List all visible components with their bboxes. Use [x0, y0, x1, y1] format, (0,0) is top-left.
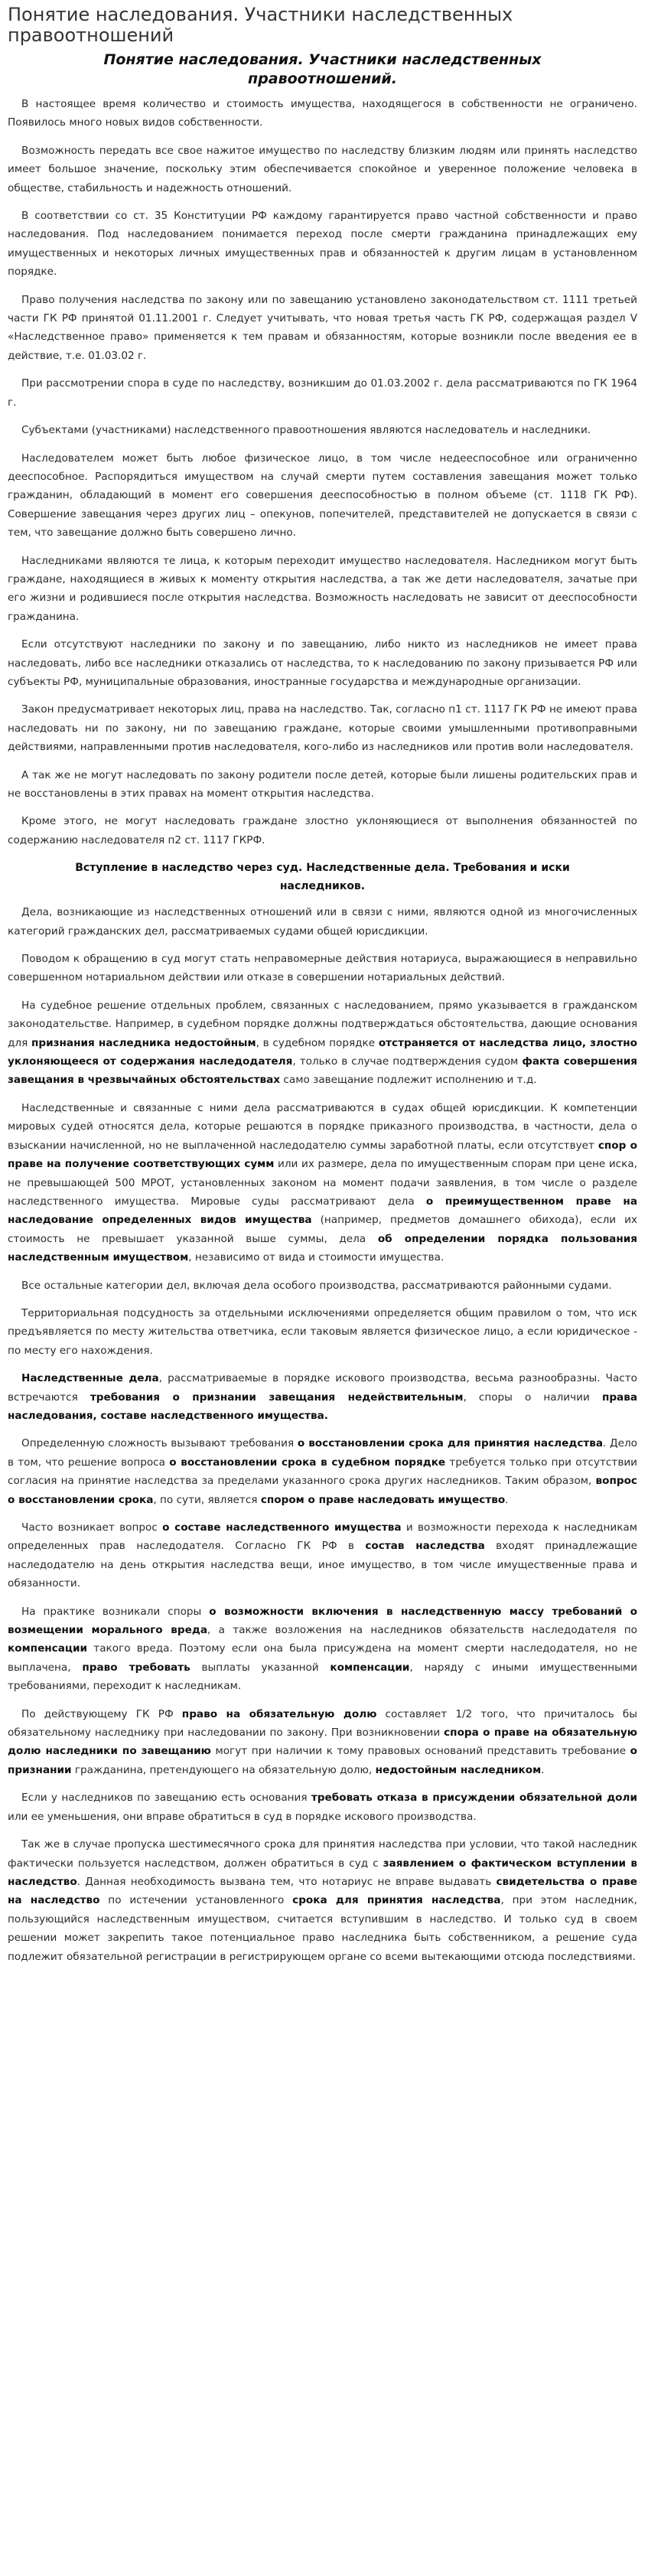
text-run: , независимо от вида и стоимости имущества. [188, 1251, 444, 1264]
bold-text: свидетельства о праве на наследство [8, 1875, 637, 1907]
page-title: Понятие наследования. Участники наследственных правоотношений [8, 4, 513, 46]
text-run: Наследниками являются те лица, к которым переходит имущество наследователя. Наследником могут быть граждане, находящиеся в живых к моменту открытия наследства, а так же дети наследователя, зачатые при его жизни и родившиеся после открытия наследства. Возможность наследовать не зависит от дееспособности гражданина. [8, 554, 637, 623]
text-run: При рассмотрении спора в суде по наследству, возникшим до 01.03.2002 г. дела рассматриваются по ГК 1964 г. [8, 377, 637, 409]
text-run: , рассматриваемые в порядке искового производства, весьма разнообразны. Часто встречаются [8, 1372, 637, 1404]
paragraph [8, 207, 637, 282]
text-run: Наследователем может быть любое физическое лицо, в том числе недееспособное или ограниченно дееспособное. Распорядиться имуществом на случай смерти путем составления завещания может только гражданин, обладающий в момент его совершения дееспособностью в полном объеме (ст. 1118 ГК РФ). Совершение завещания через других лиц – опекунов, попечителей, представителей не допускается в связи с тем, что завещание должно быть совершено лично. [8, 452, 637, 540]
text-run: По действующему ГК РФ [21, 1707, 182, 1720]
bold-text: о восстановлении срока для принятия наследства [297, 1437, 604, 1450]
text-run: Наследственные и связанные с ними дела рассматриваются в судах общей юрисдикции. К компетенции мировых судей относятся дела, которые решаются в порядке приказного производства, в частности, дела о взыскании начисленной, но не выплаченной наследодателю суммы заработной платы, если отсутствует [8, 1101, 637, 1152]
paragraph [8, 1369, 637, 1425]
paragraph [8, 1835, 637, 1966]
text-run: Право получения наследства по закону или по завещанию установлено законодательством ст. 1111 третьей части ГК РФ принятой 01.11.2001 г. Следует учитывать, что новая третья часть ГК РФ, содержащая раздел V «Наследственное право» применяется к тем правам и обязанностям, которые возникли после введения ее в действие, т.е. 01.03.02 г. [8, 293, 637, 362]
text-run: или их размере, дела по имущественным спорам при цене иска, не превышающей 500 МРОТ, установленных законом на момент подачи заявления, в том числе о разделе наследственного имущества. Мировые суды рассматривают дела [8, 1158, 638, 1208]
bold-text: вопрос о восстановлении срока [8, 1475, 637, 1506]
text-run: , а также возложения на наследников обязательств наследодателя по [207, 1624, 637, 1637]
paragraph [8, 996, 637, 1090]
paragraph [8, 449, 637, 543]
text-run: по истечении установленного [99, 1894, 293, 1907]
text-run: Субъектами (участниками) наследственного правоотношения являются наследователь и наследники. [21, 424, 591, 437]
text-run: Если отсутствуют наследники по закону и по завещанию, либо никто из наследников не имеет права наследовать, либо все наследники отказались от наследства, то к наследованию по закону призывается РФ или субъекты РФ, муниципальные образования, иностранные государства и международные организации. [8, 638, 637, 688]
paragraph [8, 1603, 637, 1696]
text-run: На практике возникали споры [21, 1605, 210, 1618]
section-heading: Вступление в наследство через суд. Наследственные дела. Требования и иски наследников. [75, 862, 570, 893]
bold-text: состав наследства [365, 1540, 485, 1553]
bold-text: признания наследника недостойным [31, 1036, 256, 1049]
paragraph [8, 1518, 637, 1593]
bold-text: о преимущественном праве на наследование определенных видов имущества [8, 1195, 637, 1227]
paragraph [8, 1099, 637, 1267]
text-run: само завещание подлежит исполнению и т.д. [280, 1074, 537, 1087]
paragraph [8, 1304, 637, 1360]
text-run: , в судебном порядке [256, 1036, 379, 1049]
paragraph [8, 142, 637, 197]
bold-text: недостойным наследником [375, 1763, 542, 1776]
bold-text: о восстановлении срока в судебном порядке [169, 1456, 446, 1469]
text-run: Все остальные категории дел, включая дела особого производства, рассматриваются районными судами. [21, 1279, 612, 1292]
text-run: могут при наличии к тому правовых оснований представить требование [210, 1745, 630, 1758]
text-run: и возможности перехода к наследникам определенных прав наследодателя. Согласно ГК РФ в [8, 1521, 637, 1553]
text-run: , при этом наследник, пользующийся наследственным имуществом, считается вступившим в наследство. И только суд в своем решении может закрепить такое потенциальное право наследника быть собственником, а решение суда подлежит обязательной регистрации в регистрирующем органе со всеми вытекающими отсюда последствиями. [8, 1894, 637, 1963]
paragraph [8, 812, 637, 849]
bold-text: права наследования, составе наследственного имущества. [8, 1391, 638, 1422]
text-run: требуется только при отсутствии согласия на принятие наследства за пределами указанного срока других наследников. Таким образом, [8, 1456, 638, 1488]
bold-text: о признании [8, 1745, 637, 1776]
bold-text: требовать отказа в присуждении обязательной доли [311, 1792, 637, 1805]
document-heading: Понятие наследования. Участники наследственных правоотношений. [103, 51, 542, 87]
paragraph [8, 552, 637, 627]
paragraph [8, 1434, 637, 1509]
paragraph [8, 950, 637, 987]
text-run: Возможность передать все свое нажитое имущество по наследству близким людям или принять наследство имеет большое значение, поскольку этим обеспечивается спокойное и уверенное положение человека в обществе, стабильность и надежность отношений. [8, 144, 637, 194]
text-run: . [541, 1763, 545, 1776]
text-run: . Данная необходимость вызвана тем, что нотариус не вправе выдавать [77, 1875, 497, 1888]
bold-text: компенсации [330, 1661, 410, 1674]
section-court-inheritance [8, 903, 637, 1966]
text-run: выплаты указанной [190, 1661, 331, 1674]
bold-text: спором о праве наследовать имущество [260, 1493, 506, 1506]
paragraph [8, 1789, 637, 1826]
paragraph [8, 903, 637, 941]
text-run: , только в случае подтверждения судом [292, 1055, 523, 1068]
text-run: А так же не могут наследовать по закону родители после детей, которые были лишены родительских прав и не восстановлены в этих правах на момент открытия наследства. [8, 768, 637, 800]
bold-text: срока для принятия наследства [292, 1894, 501, 1907]
text-run: , по сути, является [153, 1493, 261, 1506]
text-run: , споры о наличии [463, 1391, 602, 1404]
bold-text: право требовать [82, 1661, 190, 1674]
bold-text: Наследственные дела [21, 1372, 159, 1385]
bold-text: об определении порядка пользования наследственным имуществом [8, 1232, 637, 1264]
bold-text: спор о праве на получение соответствующих сумм [8, 1139, 638, 1171]
text-run: Часто возникает вопрос [21, 1521, 163, 1534]
text-run: . [505, 1493, 509, 1506]
text-run: Так же в случае пропуска шестимесячного срока для принятия наследства при условии, что такой наследник фактически пользуется наследством, должен обратиться в суд с [8, 1838, 637, 1870]
text-run: В настоящее время количество и стоимость имущества, находящегося в собственности не ограничено. Появилось много новых видов собственности. [8, 98, 637, 129]
text-run: составляет 1/2 того, что причиталось бы обязательному наследнику при наследовании по закону. При возникновении [8, 1707, 637, 1740]
text-run: , наряду с иными имущественными требованиями, переходит к наследникам. [8, 1661, 637, 1693]
bold-text: о составе наследственного имущества [162, 1521, 402, 1534]
text-run: такого вреда. Поэтому если она была присуждена на момент смерти наследодателя, но не выплачена, [8, 1642, 637, 1674]
paragraph [8, 291, 637, 366]
paragraph [8, 700, 637, 756]
bold-text: компенсации [8, 1642, 88, 1655]
text-run: (например, предметов домашнего обихода), если их стоимость не превышает указанной выше суммы, дела [8, 1214, 637, 1245]
text-run: . Дело в том, что решение вопроса [8, 1437, 637, 1469]
paragraph [8, 374, 637, 412]
text-run: Если у наследников по завещанию есть основания [21, 1792, 311, 1805]
bold-text: заявлением о фактическом вступлении в наследство [8, 1857, 637, 1888]
text-run: Определенную сложность вызывают требования [21, 1437, 298, 1450]
bold-text: о возможности включения в наследственную массу требований о возмещении морального вреда [8, 1605, 638, 1637]
bold-text: требования о признании завещания недействительным [90, 1391, 464, 1404]
paragraph [8, 95, 637, 132]
paragraph [8, 1705, 637, 1780]
text-run: Закон предусматривает некоторых лиц, права на наследство. Так, согласно п1 ст. 1117 ГК РФ не имеют права наследовать ни по закону, ни по завещанию граждане, которые своими умышленными противоправными действиями, направленными против наследователя, кого-либо из наследников или против воли наследователя. [8, 703, 637, 754]
paragraph [8, 1277, 637, 1295]
bold-text: право на обязательную долю [181, 1707, 377, 1720]
bold-text: факта совершения завещания в чрезвычайных обстоятельствах [8, 1055, 637, 1087]
text-run: Поводом к обращению в суд могут стать неправомерные действия нотариуса, выражающиеся в неправильно совершенном нотариальном действии или отказе в совершении нотариальных действий. [8, 953, 637, 984]
bold-text: спора о праве на обязательную долю наследники по завещанию [8, 1727, 637, 1758]
bold-text: отстраняется от наследства лицо, злостно уклоняющееся от содержания наследодателя [8, 1036, 637, 1068]
paragraph [8, 635, 637, 691]
text-run: Дела, возникающие из наследственных отношений или в связи с ними, являются одной из многочисленных категорий гражданских дел, рассматриваемых судами общей юрисдикции. [8, 906, 637, 937]
text-run: или ее уменьшения, они вправе обратиться в суд в порядке искового производства. [8, 1810, 477, 1823]
text-run: В соответствии со ст. 35 Конституции РФ каждому гарантируется право частной собственности и право наследования. Под наследованием понимается переход после смерти гражданина принадлежащих ему имущественных и некоторых личных имущественных прав и обязанностей к другим лицам в установленном порядке. [8, 210, 637, 279]
text-run: На судебное решение отдельных проблем, связанных с наследованием, прямо указывается в гражданском законодательстве. Например, в судебном порядке должны подтверждаться обстоятельства, дающие основания для [8, 999, 637, 1049]
text-run: Кроме этого, не могут наследовать граждане злостно уклоняющиеся от выполнения обязанностей по содержанию наследователя п2 ст. 1117 ГКРФ. [8, 815, 637, 846]
text-run: Территориальная подсудность за отдельными исключениями определяется общим правилом о том, что иск предъявляется по месту жительства ответчика, если таковым является физическое лицо, а если юридическое - по месту его нахождения. [8, 1306, 637, 1357]
paragraph [8, 766, 637, 804]
paragraph [8, 421, 637, 439]
text-run: входят принадлежащие наследодателю на день открытия наследства вещи, иное имущество, в том числе имущественные права и обязанности. [8, 1540, 638, 1590]
section-concept-of-inheritance [8, 95, 637, 849]
text-run: гражданина, претендующего на обязательную долю, [71, 1763, 376, 1776]
